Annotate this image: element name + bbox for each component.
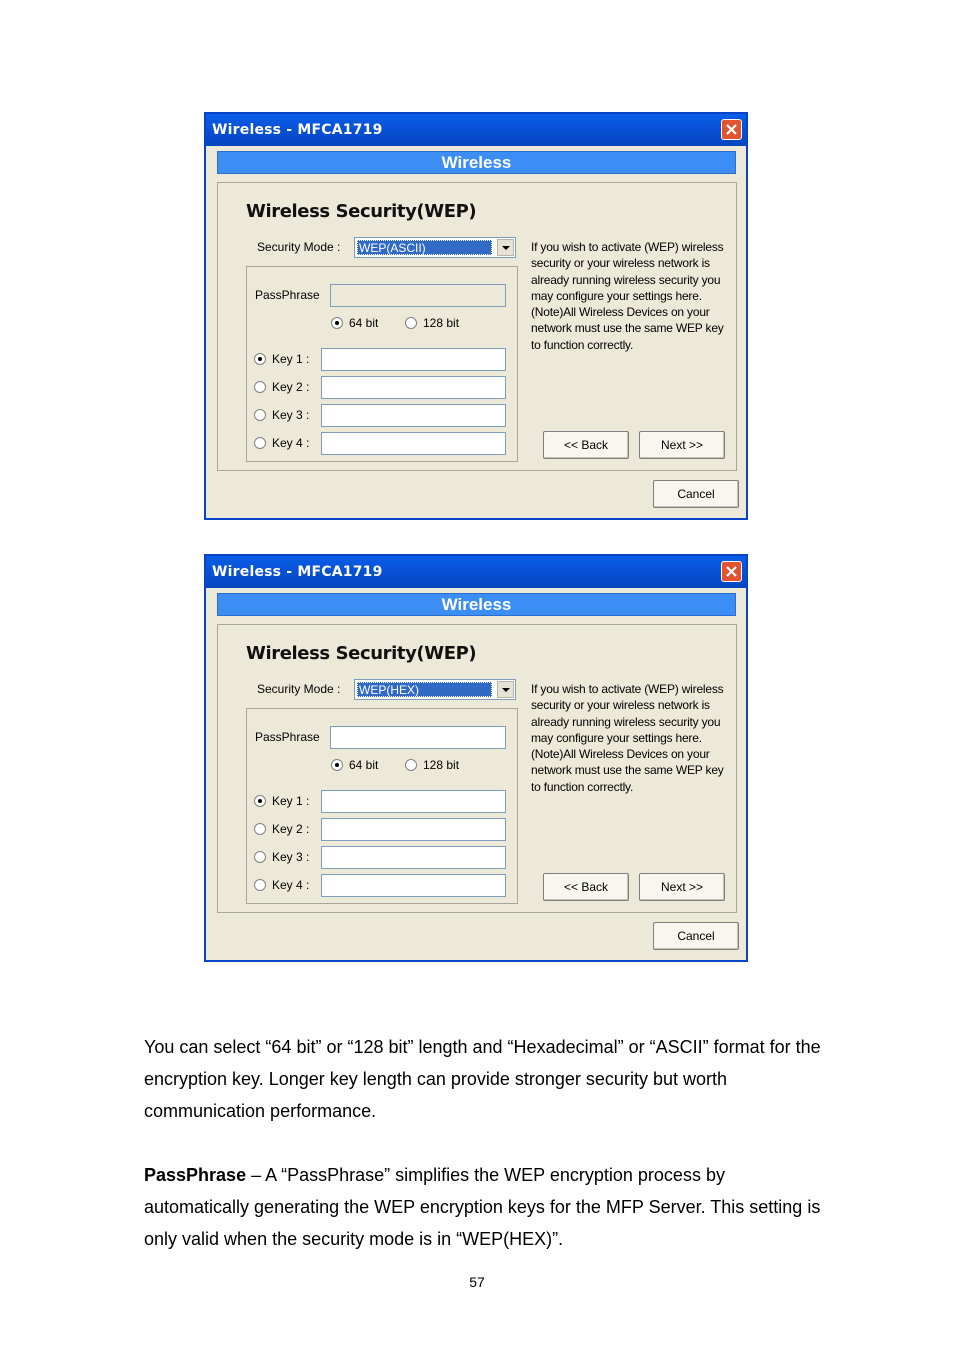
help-text: If you wish to activate (WEP) wireless security or your wireless network is already running wireless security you may configure your settings here. (Note)All Wireless Devices on your network must use the same WEP key to function correctly. xyxy=(531,682,724,794)
key-1-radio[interactable] xyxy=(254,795,266,807)
title-bar[interactable] xyxy=(206,556,746,588)
section-header-text: Wireless xyxy=(441,595,512,614)
section-header-text: Wireless xyxy=(441,153,512,172)
security-mode-select[interactable] xyxy=(354,237,516,258)
close-button[interactable] xyxy=(721,561,742,582)
help-text: If you wish to activate (WEP) wireless security or your wireless network is already running wireless security you may configure your settings here. (Note)All Wireless Devices on your network must use the same WEP key to function correctly. xyxy=(531,240,724,352)
close-button[interactable] xyxy=(721,119,742,140)
bit-64-radio[interactable] xyxy=(331,759,343,771)
security-mode-value: WEP(HEX) xyxy=(357,682,492,697)
page-number: 57 xyxy=(469,1274,485,1290)
key-4-radio[interactable] xyxy=(254,437,266,449)
security-mode-label: Security Mode : xyxy=(257,682,341,696)
cancel-button[interactable]: Cancel xyxy=(653,922,739,950)
window-title: Wireless - MFCA1719 xyxy=(212,564,383,580)
bit-64-label: 64 bit xyxy=(349,758,379,772)
passphrase-term: PassPhrase xyxy=(144,1165,247,1185)
key-2-label: Key 2 : xyxy=(272,380,310,394)
settings-panel xyxy=(217,182,737,471)
key-1-label: Key 1 : xyxy=(272,352,310,366)
key-1-input[interactable] xyxy=(321,790,506,813)
section-header xyxy=(217,593,736,616)
key-3-label: Key 3 : xyxy=(272,850,310,864)
bit-64-label: 64 bit xyxy=(349,316,379,330)
key-4-radio[interactable] xyxy=(254,879,266,891)
chevron-down-icon xyxy=(502,688,510,693)
key-3-label: Key 3 : xyxy=(272,408,310,422)
dropdown-button[interactable] xyxy=(497,681,514,698)
chevron-down-icon xyxy=(502,246,510,251)
close-icon xyxy=(725,123,738,136)
bit-128-label: 128 bit xyxy=(423,316,460,330)
key-4-input[interactable] xyxy=(321,432,506,455)
body-paragraph-passphrase xyxy=(144,1159,824,1255)
passphrase-label: PassPhrase xyxy=(255,288,320,302)
dropdown-button[interactable] xyxy=(497,239,514,256)
key-4-label: Key 4 : xyxy=(272,436,310,450)
next-button[interactable]: Next >> xyxy=(639,873,725,901)
key-2-radio[interactable] xyxy=(254,381,266,393)
key-1-radio[interactable] xyxy=(254,353,266,365)
passphrase-description: – A “PassPhrase” simplifies the WEP encryption process by automatically generating the WEP encryption keys for the MFP Server. This setting is only valid when the security mode is in “WEP(HEX)”. xyxy=(144,1165,821,1249)
window-title: Wireless - MFCA1719 xyxy=(212,122,383,138)
close-icon xyxy=(725,565,738,578)
key-2-input[interactable] xyxy=(321,818,506,841)
key-3-input[interactable] xyxy=(321,404,506,427)
bit-128-radio[interactable] xyxy=(405,759,417,771)
key-2-input[interactable] xyxy=(321,376,506,399)
bit-128-radio[interactable] xyxy=(405,317,417,329)
settings-panel xyxy=(217,624,737,913)
back-button[interactable]: << Back xyxy=(543,431,629,459)
wep-key-group xyxy=(246,266,518,462)
key-2-radio[interactable] xyxy=(254,823,266,835)
key-3-radio[interactable] xyxy=(254,851,266,863)
security-mode-label: Security Mode : xyxy=(257,240,341,254)
passphrase-input[interactable] xyxy=(330,284,506,307)
passphrase-label: PassPhrase xyxy=(255,730,320,744)
body-paragraph-key-length: You can select “64 bit” or “128 bit” length and “Hexadecimal” or “ASCII” format for the encryption key. Longer key length can provide stronger security but worth communication performance. xyxy=(144,1037,821,1121)
wep-key-group xyxy=(246,708,518,904)
section-header xyxy=(217,151,736,174)
key-1-label: Key 1 : xyxy=(272,794,310,808)
bit-128-label: 128 bit xyxy=(423,758,460,772)
security-mode-select[interactable] xyxy=(354,679,516,700)
title-bar[interactable] xyxy=(206,114,746,146)
panel-title: Wireless Security(WEP) xyxy=(246,201,477,222)
key-4-input[interactable] xyxy=(321,874,506,897)
key-3-radio[interactable] xyxy=(254,409,266,421)
back-button[interactable]: << Back xyxy=(543,873,629,901)
next-button[interactable]: Next >> xyxy=(639,431,725,459)
passphrase-input[interactable] xyxy=(330,726,506,749)
cancel-button[interactable]: Cancel xyxy=(653,480,739,508)
key-3-input[interactable] xyxy=(321,846,506,869)
key-2-label: Key 2 : xyxy=(272,822,310,836)
key-4-label: Key 4 : xyxy=(272,878,310,892)
security-mode-value: WEP(ASCII) xyxy=(357,240,492,255)
key-1-input[interactable] xyxy=(321,348,506,371)
wireless-dialog-ascii xyxy=(204,112,748,520)
bit-64-radio[interactable] xyxy=(331,317,343,329)
panel-title: Wireless Security(WEP) xyxy=(246,643,477,664)
wireless-dialog-hex xyxy=(204,554,748,962)
